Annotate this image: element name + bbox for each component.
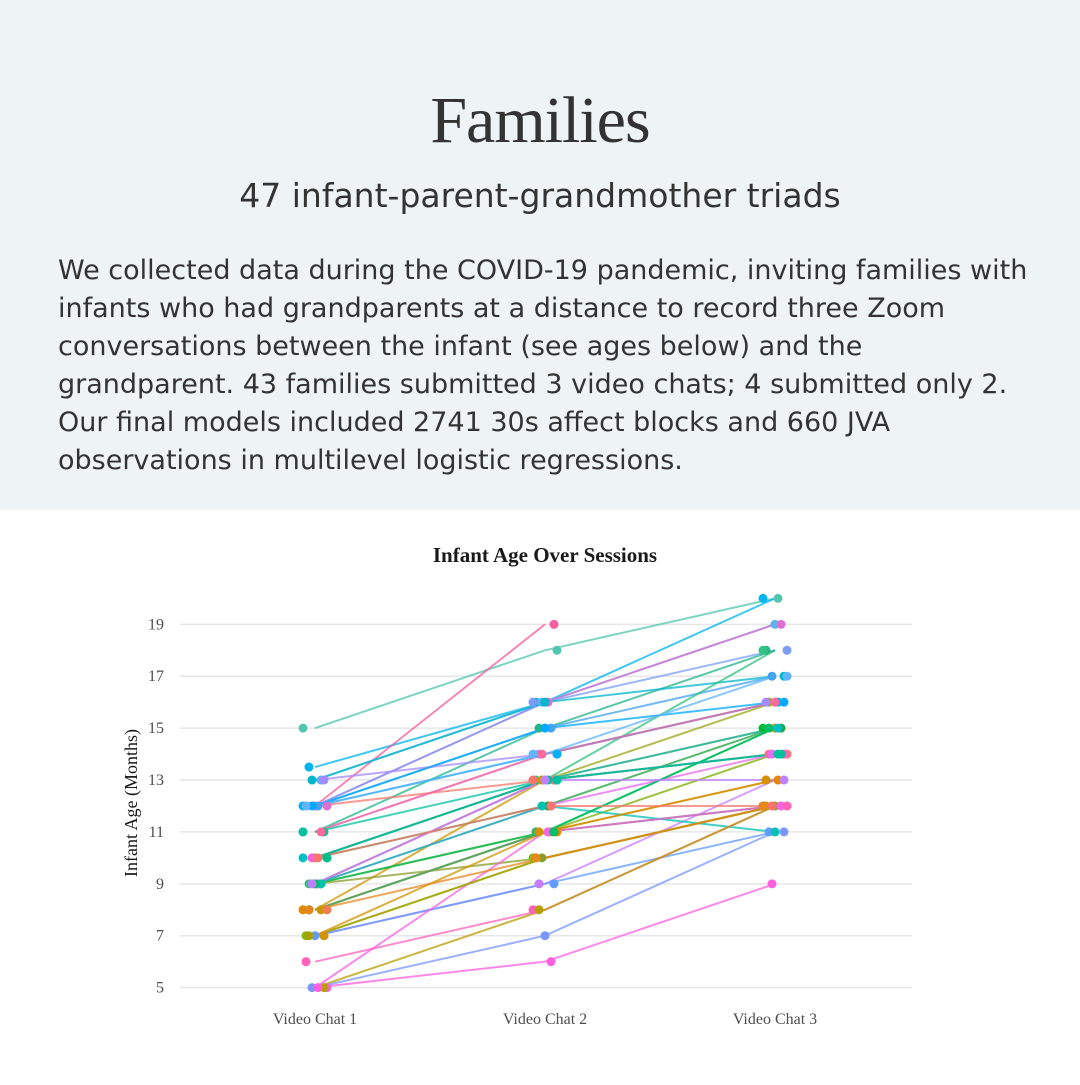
page-subtitle: 47 infant-parent-grandmother triads (239, 176, 841, 215)
data-point (553, 776, 562, 785)
data-point (308, 776, 317, 785)
series-line (315, 624, 545, 806)
data-point (759, 801, 768, 810)
series-line (315, 754, 775, 832)
data-point (529, 698, 538, 707)
data-point (783, 801, 792, 810)
y-tick-label: 13 (148, 772, 164, 790)
y-tick-label: 15 (148, 720, 164, 738)
data-point (553, 750, 562, 759)
data-point (759, 646, 768, 655)
y-tick-label: 19 (148, 616, 164, 634)
data-point (320, 776, 329, 785)
data-point (541, 931, 550, 940)
data-point (323, 905, 332, 914)
x-tick-label: Video Chat 1 (272, 1011, 358, 1028)
data-point (305, 931, 314, 940)
data-point (299, 827, 308, 836)
data-point (308, 879, 317, 888)
data-point (774, 724, 783, 733)
data-point (768, 801, 777, 810)
data-point (550, 827, 559, 836)
chart-container (0, 510, 1080, 1080)
data-point (529, 750, 538, 759)
data-point (768, 672, 777, 681)
data-point (305, 905, 314, 914)
page-title: Families (430, 84, 650, 157)
data-point (302, 801, 311, 810)
series-line (315, 676, 775, 806)
data-point (535, 879, 544, 888)
data-point (771, 698, 780, 707)
data-point (541, 776, 550, 785)
data-point (299, 724, 308, 733)
data-point (302, 957, 311, 966)
series-line (315, 754, 775, 884)
data-point (305, 763, 314, 772)
data-point (314, 853, 323, 862)
infant-age-chart (0, 510, 1080, 1080)
data-point (762, 698, 771, 707)
y-tick-label: 7 (156, 927, 164, 945)
series-line (315, 598, 775, 728)
data-point (323, 801, 332, 810)
data-point (774, 750, 783, 759)
y-tick-label: 9 (156, 875, 164, 893)
data-point (547, 801, 556, 810)
y-axis-label: Infant Age (Months) (121, 729, 141, 877)
data-point (314, 983, 323, 992)
data-point (529, 776, 538, 785)
series-line (315, 702, 775, 832)
x-tick-label: Video Chat 3 (732, 1011, 818, 1028)
data-point (538, 801, 547, 810)
series-line (315, 650, 775, 884)
series-line (315, 806, 775, 884)
series-line (315, 702, 775, 780)
data-point (780, 776, 789, 785)
series-line (315, 754, 775, 884)
data-point (299, 853, 308, 862)
y-tick-label: 17 (148, 668, 164, 686)
data-point (538, 750, 547, 759)
data-point (532, 853, 541, 862)
data-point (777, 620, 786, 629)
data-point (762, 776, 771, 785)
header-panel (0, 0, 1080, 510)
series-line (315, 806, 775, 884)
data-point (553, 646, 562, 655)
data-point (765, 724, 774, 733)
data-point (780, 827, 789, 836)
data-point (550, 620, 559, 629)
y-tick-label: 11 (148, 823, 164, 841)
data-point (541, 724, 550, 733)
data-point (783, 672, 792, 681)
data-point (535, 827, 544, 836)
data-point (771, 827, 780, 836)
chart-title: Infant Age Over Sessions (432, 543, 658, 567)
data-point (774, 594, 783, 603)
series-line (315, 702, 775, 832)
series-line (315, 754, 775, 884)
description-text: We collected data during the COVID-19 pandemic, inviting families with infants who had grandparents at a distance to record three Zoom conversations between the infant (see ages below) and the grandparent. 43 families submitted 3 video chats; 4 submitted only 2. Our final models included 2741 30s affect blocks and 660 JVA observations in multilevel logistic regressions. (58, 255, 1028, 476)
data-point (317, 827, 326, 836)
data-point (535, 905, 544, 914)
data-point (550, 879, 559, 888)
series-line (315, 676, 775, 806)
data-point (759, 594, 768, 603)
data-point (783, 646, 792, 655)
y-tick-label: 5 (156, 979, 164, 997)
x-tick-label: Video Chat 2 (502, 1011, 588, 1028)
data-point (323, 853, 332, 862)
data-point (320, 931, 329, 940)
data-point (768, 879, 777, 888)
data-point (547, 957, 556, 966)
data-point (541, 698, 550, 707)
series-line (315, 780, 775, 910)
